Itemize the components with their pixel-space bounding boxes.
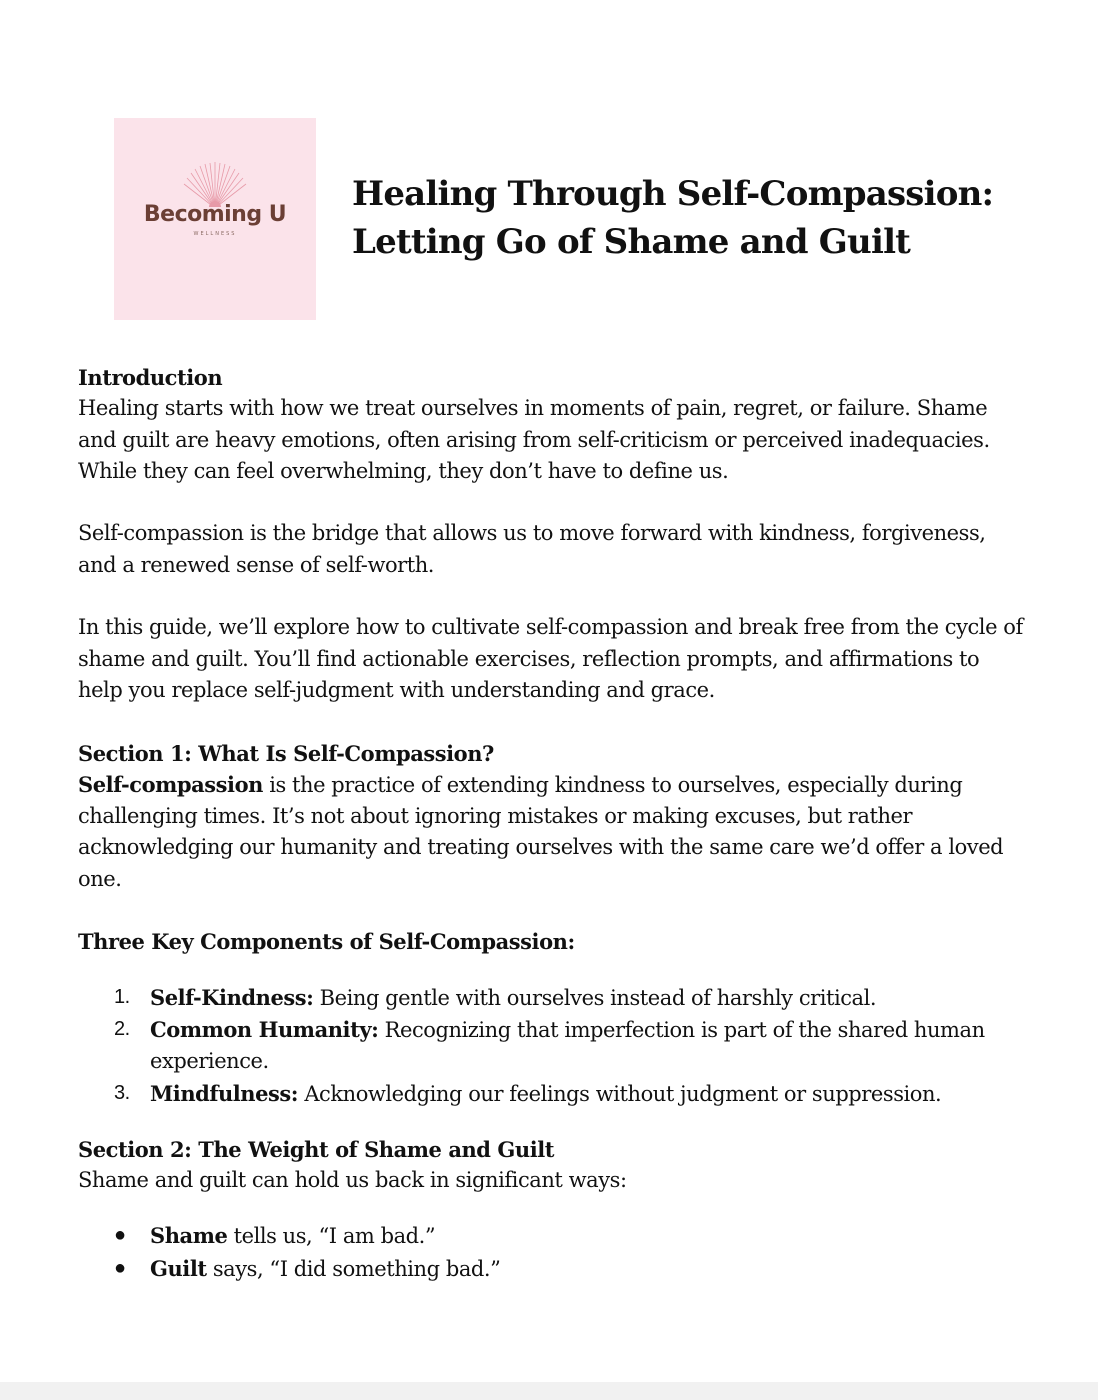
document-title (352, 170, 1052, 266)
title-line-2: Letting Go of Shame and Guilt (352, 222, 911, 262)
item-text: says, “I did something bad.” (206, 1256, 501, 1281)
list-item (78, 1253, 1028, 1285)
item-text: Being gentle with ourselves instead of harshly critical. (313, 985, 877, 1010)
components-list (78, 982, 1028, 1110)
title-line-1: Healing Through Self-Compassion: (352, 174, 994, 214)
item-text: Recognizing that imperfection is part of the shared human experience. (150, 1017, 985, 1074)
list-number: 2. (114, 1017, 130, 1040)
logo-wordmark: Becoming U (143, 202, 287, 227)
item-term: Common Humanity: (150, 1016, 379, 1042)
list-number: 1. (114, 985, 130, 1008)
item-term: Self-Kindness: (150, 984, 314, 1010)
document-body (78, 362, 1028, 1285)
page-edge (0, 1382, 1098, 1400)
item-term: Guilt (150, 1255, 207, 1281)
becoming-u-logo (114, 118, 316, 320)
list-item (78, 1220, 1028, 1252)
self-compassion-term: Self-compassion (78, 771, 263, 797)
introduction-heading: Introduction (78, 365, 223, 390)
intro-paragraph-2: Self-compassion is the bridge that allows us to move forward with kindness, forgiveness, and a renewed sense of self-worth. (78, 521, 986, 577)
item-term: Shame (150, 1223, 228, 1249)
components-heading: Three Key Components of Self-Compassion: (78, 929, 575, 955)
bullet-icon: ● (114, 1256, 126, 1279)
intro-paragraph-3: In this guide, we’ll explore how to cultivate self-compassion and break free from the cycle of shame and guilt. You’ll find actionable exercises, reflection prompts, and affirmations to help you replace self-judgment with understanding and grace. (78, 615, 1023, 702)
intro-paragraph-1: Healing starts with how we treat ourselves in moments of pain, regret, or failure. Shame and guilt are heavy emotions, often arising from self-criticism or perceived inadequacies. While they can feel overwhelming, they don’t have to define us. (78, 396, 990, 483)
list-number: 3. (114, 1081, 130, 1104)
shame-guilt-list (78, 1220, 1028, 1285)
section-2-intro: Shame and guilt can hold us back in significant ways: (78, 1168, 627, 1193)
list-item (78, 1014, 1028, 1078)
logo-tagline: WELLNESS (193, 231, 237, 237)
self-compassion-definition: is the practice of extending kindness to ourselves, especially during challenging times. It’s not about ignoring mistakes or making excuses, but rather acknowledging our humanity and treating ourselves with the same care we’d offer a loved one. (78, 772, 1004, 891)
list-item (78, 1078, 1028, 1110)
list-item (78, 982, 1028, 1014)
item-term: Mindfulness: (150, 1080, 299, 1106)
section-2-heading: Section 2: The Weight of Shame and Guilt (78, 1136, 555, 1162)
section-1-heading: Section 1: What Is Self-Compassion? (78, 740, 494, 766)
bullet-icon: ● (114, 1224, 126, 1247)
item-text: Acknowledging our feelings without judgment or suppression. (298, 1081, 942, 1106)
section-1-paragraph (78, 769, 1028, 895)
item-text: tells us, “I am bad.” (227, 1224, 436, 1249)
